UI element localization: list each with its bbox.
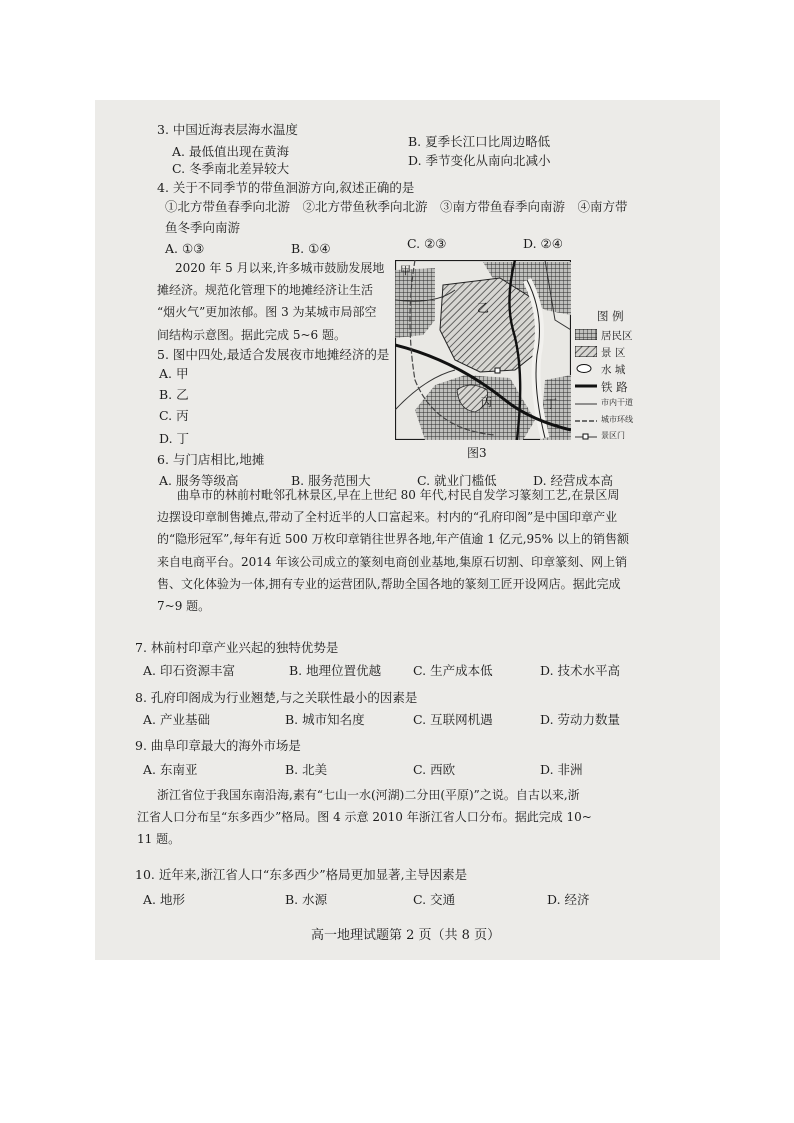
passage-3-line: 11 题。 [137,832,181,847]
passage-3-line: 江省人口分布呈“东多西少”格局。图 4 示意 2010 年浙江省人口分布。据此完成 10~ [137,810,592,825]
question-9-option-c: C. 西欧 [413,762,456,777]
question-7-stem: 7. 林前村印章产业兴起的独特优势是 [135,640,339,655]
label-bing: 丙 [481,396,492,409]
question-7-option-b: B. 地理位置优越 [289,663,382,678]
question-10-option-b: B. 水源 [285,892,328,907]
question-5-option-a: A. 甲 [159,366,189,381]
exam-page: 3. 中国近海表层海水温度 A. 最低值出现在黄海 B. 夏季长江口比周边略低 C. 冬季南北差异较大 D. 季节变化从南向北减小 4. 关于不同季节的带鱼洄游方向,叙述正确的是 ①北方带鱼春季向北游 ②北方带鱼秋季向北游 ③南方带鱼春季向南游 ④南方带 鱼冬季向南游 A. ①③ B. ①④ C. ②③ D. ②④ 2020 年 5 月以来,许多城市鼓励发展地 摊经济。规范化管理下的地摊经济让生活 “烟火气”更加浓郁。图 3 为某城市局部空 间结构示意图。据此完成 5~6 题。 5. 图中四处,最适合发展夜市地摊经济的是 A. 甲 B. 乙 C. 丙 D. 丁 甲 乙 丙 丁 图3 图 例 居民区 景 区 水 城 铁 路 市内干道 城市环线 景区门 6. 与门店相比,地摊 A. 服务等级高 B. 服务范围大 C. 就业门槛低 D. 经营成本高 曲阜市的林前村毗邻孔林景区,早在上世纪 80 年代,村民自发学习篆刻工艺,在景区周 边摆设印章制售摊点,带动了全村近半的人口富起来。村内的“孔府印阁”是中国印章产业 的“隐形冠军”,每年有近 500 万枚印章销往世界各地,年产值逾 1 亿元,95% 以上的销售额 来自电商平台。2014 年该公司成立的篆刻电商创业基地,集原石切割、印章篆刻、网上销 售、文化体验为一体,拥有专业的运营团队,帮助全国各地的篆刻工匠开设网店。据此完成 7~9 题。 7. 林前村印章产业兴起的独特优势是 A. 印石资源丰富 B. 地理位置优越 C. 生产成本低 D. 技术水平高 8. 孔府印阁成为行业翘楚,与之关联性最小的因素是 A. 产业基础 B. 城市知名度 C. 互联网机遇 D. 劳动力数量 9. 曲阜印章最大的海外市场是 A. 东南亚 B. 北美 C. 西欧 D. 非洲 浙江省位于我国东南沿海,素有“七山一水(河湖)二分田(平原)”之说。自古以来,浙 江省人口分布呈“东多西少”格局。图 4 示意 2010 年浙江省人口分布。据此完成 10~ 11 题。 10. 近年来,浙江省人口“东多西少”格局更加显著,主导因素是 A. 地形 B. 水源 C. 交通 D. 经济 高一地理试题第 2 页（共 8 页） [95,100,720,960]
question-8-option-b: B. 城市知名度 [285,712,365,727]
passage-1-line: 2020 年 5 月以来,许多城市鼓励发展地 [175,261,385,275]
passage-2-line: 的“隐形冠军”,每年有近 500 万枚印章销往世界各地,年产值逾 1 亿元,95% 以上的销售额 [157,532,629,547]
question-5-option-b: B. 乙 [159,387,189,402]
question-10-option-a: A. 地形 [143,892,185,907]
artery-swatch-icon [575,398,597,409]
question-8-option-a: A. 产业基础 [143,712,210,727]
question-4-stem: 4. 关于不同季节的带鱼洄游方向,叙述正确的是 [157,180,415,195]
question-6-option-c: C. 就业门槛低 [417,473,497,488]
question-3-option-d: D. 季节变化从南向北减小 [408,153,551,168]
question-4-option-a: A. ①③ [165,241,205,256]
passage-2-line: 售、文化体验为一体,拥有专业的运营团队,帮助全国各地的篆刻工匠开设网店。据此完成 [157,576,621,591]
question-3-option-c: C. 冬季南北差异较大 [172,161,290,176]
question-9-stem: 9. 曲阜印章最大的海外市场是 [135,738,301,753]
question-9-option-b: B. 北美 [285,762,328,777]
label-ding: 丁 [545,397,558,411]
residential-area-nw [395,268,435,338]
question-7-option-c: C. 生产成本低 [413,663,493,678]
question-10-option-d: D. 经济 [547,892,590,907]
question-5-option-d: D. 丁 [159,431,190,446]
question-3-stem: 3. 中国近海表层海水温度 [157,122,298,137]
question-5-option-c: C. 丙 [159,408,189,423]
question-5-stem: 5. 图中四处,最适合发展夜市地摊经济的是 [157,347,390,362]
question-6-option-d: D. 经营成本高 [533,473,614,488]
water-swatch-icon [575,363,597,374]
page-footer: 高一地理试题第 2 页（共 8 页） [311,928,501,943]
passage-2-line: 边摆设印章制售摊点,带动了全村近半的人口富起来。村内的“孔府印阁”是中国印章产业 [157,510,618,525]
passage-3 [137,784,707,851]
question-9-option-d: D. 非洲 [540,762,583,777]
question-4-option-c: C. ②③ [407,236,447,251]
city-structure-map [395,260,571,440]
label-yi: 乙 [477,301,490,315]
passage-2 [157,484,717,617]
question-6-stem: 6. 与门店相比,地摊 [157,452,265,467]
scenic-swatch-icon [575,346,597,357]
question-4-statements: ①北方带鱼春季向北游 ②北方带鱼秋季向北游 ③南方带鱼春季向南游 ④南方带 [165,199,628,214]
figure-3-caption: 图3 [467,446,487,460]
question-7-option-d: D. 技术水平高 [540,663,621,678]
question-6-option-a: A. 服务等级高 [159,473,239,488]
question-4-option-d: D. ②④ [523,236,563,251]
question-6-option-b: B. 服务范围大 [291,473,371,488]
passage-1-line: 摊经济。规范化管理下的地摊经济让生活 [157,283,374,298]
question-10-stem: 10. 近年来,浙江省人口“东多西少”格局更加显著,主导因素是 [135,867,468,882]
question-7-option-a: A. 印石资源丰富 [143,663,235,678]
railway-swatch-icon [575,380,597,391]
residential-swatch-icon [575,329,597,340]
question-9-option-a: A. 东南亚 [143,762,198,777]
scenic-gate [495,368,500,373]
passage-2-line: 7~9 题。 [157,599,211,614]
passage-1-line: “烟火气”更加浓郁。图 3 为某城市局部空 [157,305,377,320]
ring-road-swatch-icon [575,415,597,426]
question-8-option-d: D. 劳动力数量 [540,712,621,727]
question-10-option-c: C. 交通 [413,892,456,907]
question-3-option-b: B. 夏季长江口比周边略低 [408,134,551,149]
passage-1 [157,257,395,346]
gate-swatch-icon [575,431,597,442]
question-8-stem: 8. 孔府印阁成为行业翘楚,与之关联性最小的因素是 [135,690,418,705]
passage-1-line: 间结构示意图。据此完成 5~6 题。 [157,327,346,342]
question-3-option-a: A. 最低值出现在黄海 [172,144,289,159]
passage-2-line: 来自电商平台。2014 年该公司成立的篆刻电商创业基地,集原石切割、印章篆刻、网上销 [157,554,628,569]
passage-2-line: 曲阜市的林前村毗邻孔林景区,早在上世纪 80 年代,村民自发学习篆刻工艺,在景区周 [177,488,620,502]
question-4-statements-cont: 鱼冬季向南游 [165,220,241,235]
label-jia: 甲 [400,264,411,277]
passage-3-line: 浙江省位于我国东南沿海,素有“七山一水(河湖)二分田(平原)”之说。自古以来,浙 [157,788,580,802]
question-8-option-c: C. 互联网机遇 [413,712,493,727]
legend-title: 图 例 [597,309,624,323]
question-4-option-b: B. ①④ [291,241,331,256]
